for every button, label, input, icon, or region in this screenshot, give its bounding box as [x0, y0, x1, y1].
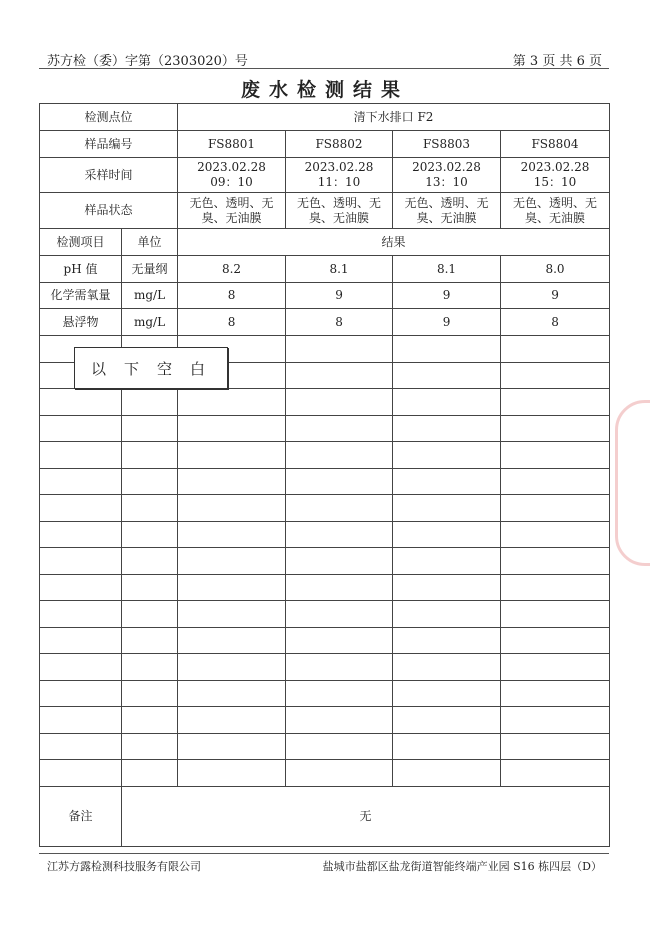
empty-cell — [40, 415, 122, 442]
page-title: 废水检测结果 — [240, 79, 409, 101]
empty-cell — [122, 389, 178, 416]
empty-cell — [501, 548, 610, 575]
remark-label: 备注 — [40, 786, 122, 846]
empty-cell — [178, 654, 286, 681]
empty-cell — [178, 548, 286, 575]
empty-cell — [393, 548, 501, 575]
sample-time-cell: 2023.02.28 13：10 — [393, 158, 501, 193]
empty-cell — [286, 389, 393, 416]
empty-cell — [40, 548, 122, 575]
empty-cell — [40, 495, 122, 522]
empty-cell — [178, 707, 286, 734]
empty-cell — [286, 336, 393, 363]
empty-cell — [122, 442, 178, 469]
empty-row — [40, 574, 610, 601]
blank-below-stamp: 以下空白 — [74, 347, 228, 389]
empty-cell — [40, 733, 122, 760]
empty-cell — [393, 336, 501, 363]
empty-cell — [501, 680, 610, 707]
empty-cell — [122, 680, 178, 707]
empty-cell — [122, 415, 178, 442]
empty-row — [40, 733, 610, 760]
value-cell: 9 — [393, 283, 501, 309]
empty-cell — [122, 760, 178, 787]
empty-cell — [393, 707, 501, 734]
empty-cell — [178, 521, 286, 548]
empty-cell — [393, 362, 501, 389]
empty-cell — [501, 760, 610, 787]
value-cell: 8.1 — [286, 256, 393, 283]
empty-cell — [40, 574, 122, 601]
value-cell: 9 — [501, 283, 610, 309]
unit-header: 单位 — [122, 229, 178, 256]
value-cell: 8.2 — [178, 256, 286, 283]
empty-row — [40, 468, 610, 495]
empty-cell — [40, 760, 122, 787]
empty-cell — [178, 442, 286, 469]
unit-cell: 无量纲 — [122, 256, 178, 283]
empty-row — [40, 548, 610, 575]
unit-cell: mg/L — [122, 283, 178, 309]
empty-cell — [393, 442, 501, 469]
sample-no-row — [40, 131, 610, 158]
empty-cell — [178, 601, 286, 628]
empty-cell — [286, 601, 393, 628]
empty-cell — [393, 680, 501, 707]
value-cell: 8.0 — [501, 256, 610, 283]
value-cell: 8 — [178, 283, 286, 309]
sample-state-cell: 无色、透明、无 臭、无油膜 — [286, 193, 393, 229]
empty-cell — [40, 707, 122, 734]
result-header: 结果 — [178, 229, 610, 256]
sample-time-cell: 2023.02.28 09：10 — [178, 158, 286, 193]
empty-row — [40, 760, 610, 787]
sample-state-cell: 无色、透明、无 臭、无油膜 — [501, 193, 610, 229]
empty-cell — [393, 389, 501, 416]
empty-cell — [178, 760, 286, 787]
company-address: 盐城市盐都区盐龙街道智能终端产业园 S16 栋四层（D） — [322, 860, 602, 873]
empty-cell — [286, 574, 393, 601]
point-value: 清下水排口 F2 — [178, 104, 610, 131]
empty-cell — [286, 415, 393, 442]
empty-row — [40, 601, 610, 628]
empty-cell — [40, 521, 122, 548]
value-cell: 8 — [178, 309, 286, 336]
value-cell: 9 — [286, 283, 393, 309]
empty-cell — [501, 336, 610, 363]
empty-cell — [286, 442, 393, 469]
sample-time-label: 采样时间 — [40, 158, 178, 193]
empty-cell — [286, 654, 393, 681]
empty-cell — [501, 601, 610, 628]
header-divider — [39, 68, 609, 69]
empty-cell — [122, 707, 178, 734]
empty-cell — [501, 389, 610, 416]
sample-state-label: 样品状态 — [40, 193, 178, 229]
empty-cell — [501, 521, 610, 548]
footer-divider — [39, 853, 609, 854]
sample-no-cell: FS8803 — [393, 131, 501, 158]
empty-cell — [178, 495, 286, 522]
empty-cell — [393, 654, 501, 681]
empty-cell — [122, 548, 178, 575]
empty-row — [40, 707, 610, 734]
empty-cell — [501, 415, 610, 442]
item-cell: pH 值 — [40, 256, 122, 283]
column-header-row — [40, 229, 610, 256]
empty-cell — [40, 654, 122, 681]
result-row — [40, 256, 610, 283]
empty-cell — [178, 415, 286, 442]
empty-cell — [393, 760, 501, 787]
empty-cell — [286, 680, 393, 707]
item-cell: 化学需氧量 — [40, 283, 122, 309]
empty-cell — [393, 521, 501, 548]
empty-cell — [393, 468, 501, 495]
sample-time-row — [40, 158, 610, 193]
empty-cell — [122, 601, 178, 628]
sample-no-cell: FS8802 — [286, 131, 393, 158]
item-header: 检测项目 — [40, 229, 122, 256]
empty-cell — [40, 601, 122, 628]
empty-cell — [286, 495, 393, 522]
empty-cell — [501, 362, 610, 389]
empty-cell — [286, 627, 393, 654]
empty-row — [40, 442, 610, 469]
empty-row — [40, 521, 610, 548]
empty-row — [40, 654, 610, 681]
empty-cell — [286, 760, 393, 787]
empty-cell — [178, 680, 286, 707]
empty-cell — [501, 627, 610, 654]
empty-cell — [286, 548, 393, 575]
result-row — [40, 283, 610, 309]
sample-state-row — [40, 193, 610, 229]
empty-cell — [393, 495, 501, 522]
empty-cell — [286, 362, 393, 389]
results-table — [39, 103, 610, 847]
sample-state-cell: 无色、透明、无 臭、无油膜 — [393, 193, 501, 229]
empty-cell — [501, 707, 610, 734]
empty-cell — [40, 389, 122, 416]
empty-cell — [178, 574, 286, 601]
sample-no-cell: FS8801 — [178, 131, 286, 158]
empty-cell — [40, 442, 122, 469]
value-cell: 8 — [286, 309, 393, 336]
empty-cell — [40, 680, 122, 707]
value-cell: 9 — [393, 309, 501, 336]
empty-cell — [122, 733, 178, 760]
remark-row — [40, 786, 610, 846]
item-cell: 悬浮物 — [40, 309, 122, 336]
empty-cell — [122, 654, 178, 681]
empty-cell — [286, 468, 393, 495]
empty-cell — [178, 389, 286, 416]
sample-no-label: 样品编号 — [40, 131, 178, 158]
point-label: 检测点位 — [40, 104, 178, 131]
unit-cell: mg/L — [122, 309, 178, 336]
result-row — [40, 309, 610, 336]
empty-cell — [501, 495, 610, 522]
point-row — [40, 104, 610, 131]
empty-cell — [178, 468, 286, 495]
empty-cell — [40, 627, 122, 654]
empty-cell — [393, 601, 501, 628]
empty-cell — [178, 627, 286, 654]
empty-cell — [286, 733, 393, 760]
empty-row — [40, 680, 610, 707]
empty-cell — [393, 574, 501, 601]
empty-cell — [501, 654, 610, 681]
seal-stamp-fragment — [615, 400, 650, 566]
value-cell: 8.1 — [393, 256, 501, 283]
empty-cell — [122, 468, 178, 495]
empty-cell — [178, 733, 286, 760]
empty-cell — [501, 574, 610, 601]
empty-cell — [286, 521, 393, 548]
empty-row — [40, 495, 610, 522]
empty-cell — [393, 415, 501, 442]
remark-value: 无 — [122, 786, 610, 846]
sample-state-cell: 无色、透明、无 臭、无油膜 — [178, 193, 286, 229]
empty-cell — [393, 733, 501, 760]
sample-time-cell: 2023.02.28 11：10 — [286, 158, 393, 193]
empty-rows — [40, 336, 610, 787]
sample-no-cell: FS8804 — [501, 131, 610, 158]
empty-row — [40, 627, 610, 654]
empty-cell — [122, 495, 178, 522]
empty-cell — [501, 468, 610, 495]
empty-row — [40, 389, 610, 416]
page-info: 第 3 页 共 6 页 — [512, 54, 602, 69]
empty-cell — [122, 627, 178, 654]
empty-cell — [393, 627, 501, 654]
empty-cell — [122, 574, 178, 601]
empty-cell — [286, 707, 393, 734]
company-name: 江苏方露检测科技服务有限公司 — [47, 860, 201, 873]
empty-cell — [501, 733, 610, 760]
empty-cell — [40, 468, 122, 495]
empty-cell — [501, 442, 610, 469]
empty-cell — [122, 521, 178, 548]
report-number: 苏方检（委）字第（2303020）号 — [47, 54, 248, 69]
value-cell: 8 — [501, 309, 610, 336]
empty-row — [40, 415, 610, 442]
sample-time-cell: 2023.02.28 15：10 — [501, 158, 610, 193]
